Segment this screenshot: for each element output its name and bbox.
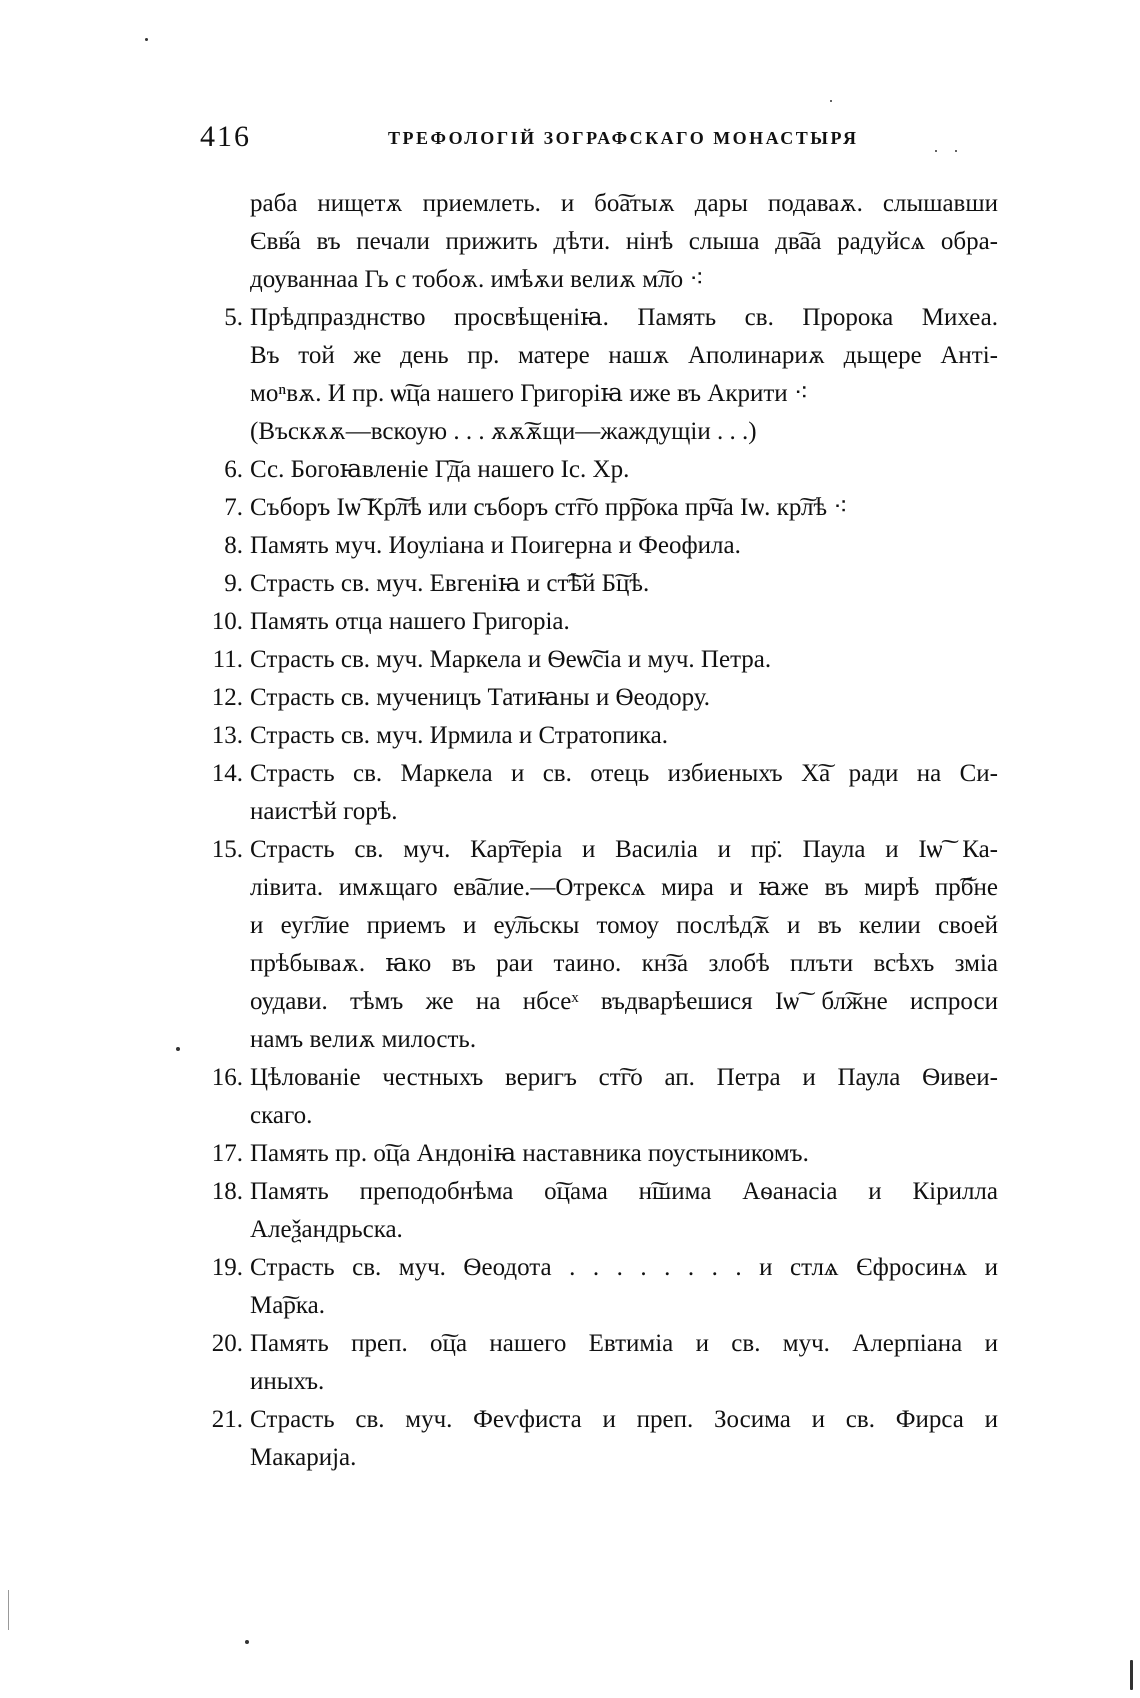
text-line: оудави. тѣмъ же на нбсеˣ въдварѣешися Іѡ͠ бл͠жне испроси bbox=[250, 988, 998, 1015]
entry-number: 8. bbox=[224, 532, 243, 559]
entry-number: 14. bbox=[211, 760, 243, 787]
text-line: моⁿвѫ. И пр. ѡ͠ца нашего Григоріꙗ иже въ Акрити ⁖ bbox=[250, 380, 809, 407]
text-line: (Въскѫѫ—вскоую . . . ѫѫ͠ѫщи—жаждущіи . . .) bbox=[250, 418, 757, 445]
calendar-entries bbox=[185, 299, 998, 1477]
calendar-entry-12 bbox=[185, 679, 998, 717]
text-line: Страсть св. муч. Маркела и Ѳеѡ͠сіа и муч. Петра. bbox=[250, 646, 772, 673]
entry-number: 15. bbox=[211, 836, 243, 863]
text-line: доуваннаа Гь с тобоѫ. имѣѫи велиѫ м͠ло ⁖ bbox=[250, 266, 705, 293]
calendar-entry-14 bbox=[185, 755, 998, 831]
calendar-entry-17 bbox=[185, 1135, 998, 1173]
text-line: Память преподобнѣма о͠цама н͠шима Аѳанасіа и Кірилла bbox=[250, 1178, 998, 1205]
text-line: Страсть св. муч. Кар͠теріа и Василіа и пр̈. Паула и Іѡ͠ Ка- bbox=[250, 836, 998, 863]
continuation-paragraph bbox=[250, 185, 998, 299]
entry-number: 9. bbox=[224, 570, 243, 597]
text-line: намъ велиѫ милость. bbox=[250, 1026, 477, 1053]
entry-number: 17. bbox=[211, 1140, 243, 1167]
text-line: Цѣлованіе честныхъ веригъ ст͠го ап. Петра и Паула Ѳивеи- bbox=[250, 1064, 998, 1091]
calendar-entry-20 bbox=[185, 1325, 998, 1401]
scan-speck bbox=[830, 100, 832, 102]
text-line: Съборъ Іѡ͠ Кр͠лѣ или съборъ ст͠го пр͠рока пр͠ча Іѡ. кр͠лѣ ⁖ bbox=[250, 494, 848, 521]
text-line: Страсть св. Маркела и св. отець избиеныхъ Х͠а ради на Си- bbox=[250, 760, 998, 787]
page-number: 416 bbox=[200, 120, 251, 153]
calendar-entry-15 bbox=[185, 831, 998, 1059]
running-title: ТРЕФОЛОГІЙ ЗОГРАФСКАГО МОНАСТЫРЯ bbox=[388, 128, 859, 148]
entry-number: 7. bbox=[224, 494, 243, 521]
text-line: Прѣдпразднство просвѣщеніꙗ. Память св. Пророка Михеа. bbox=[250, 304, 998, 331]
calendar-entry-11 bbox=[185, 641, 998, 679]
entry-number: 13. bbox=[211, 722, 243, 749]
text-line: наистѣй горѣ. bbox=[250, 798, 398, 825]
entry-number: 18. bbox=[211, 1178, 243, 1205]
scan-speck bbox=[245, 1640, 249, 1644]
text-line: Память преп. о͠ца нашего Евтиміа и св. муч. Алерпіана и bbox=[250, 1330, 998, 1357]
scan-speck bbox=[935, 150, 937, 152]
calendar-entry-19 bbox=[185, 1249, 998, 1325]
text-line: прѣбываѫ. ꙗко въ раи таино. кн͠за злобѣ плъти всѣхъ зміа bbox=[250, 950, 998, 977]
scan-speck bbox=[145, 38, 148, 41]
text-line: Страсть св. муч. Феѵфиста и преп. Зосима и св. Фирса и bbox=[250, 1406, 998, 1433]
calendar-entry-9 bbox=[185, 565, 998, 603]
text-line: Алеѯандрьска. bbox=[250, 1216, 403, 1243]
calendar-entry-21 bbox=[185, 1401, 998, 1477]
calendar-entry-6 bbox=[185, 451, 998, 489]
text-line: Страсть св. муч. Ѳеодота . . . . . . . . и стлѧ Єфросинѧ и bbox=[250, 1254, 998, 1281]
text-line: лівита. имѫщаго ев͠алие.—Отрексѧ мира и ꙗже въ мирѣ пр͠бне bbox=[250, 874, 998, 901]
calendar-entry-5 bbox=[185, 299, 998, 451]
scan-speck bbox=[955, 150, 957, 152]
text-line: Страсть св. мученицъ Татиꙗны и Ѳеодору. bbox=[250, 684, 711, 711]
entry-number: 5. bbox=[224, 304, 243, 331]
text-line: Ма͠рка. bbox=[250, 1292, 325, 1319]
text-line: Страсть св. муч. Евгеніꙗ и ст͠ѣй Б͠цѣ. bbox=[250, 570, 650, 597]
text-line: Память муч. Иоуліана и Поигерна и Феофила. bbox=[250, 532, 741, 559]
text-line: Память отца нашего Григоріа. bbox=[250, 608, 570, 635]
text-line: раба нищетѫ приемлеть. и бо͠атыѫ дары подаваѫ. слышавши bbox=[250, 190, 998, 217]
entry-number: 19. bbox=[211, 1254, 243, 1281]
scan-speck bbox=[8, 1590, 9, 1630]
calendar-entry-8 bbox=[185, 527, 998, 565]
text-line: и еуг͠лие приемъ и еу͠льскы томоу послѣд͠ѫ и въ келии своей bbox=[250, 912, 998, 939]
text-line: Макарија. bbox=[250, 1444, 357, 1471]
text-line: Страсть св. муч. Ирмила и Стратопика. bbox=[250, 722, 668, 749]
entry-number: 10. bbox=[211, 608, 243, 635]
entry-number: 11. bbox=[212, 646, 243, 673]
text-line: Въ той же день пр. матере нашѫ Аполинариѫ дьщере Анті- bbox=[250, 342, 998, 369]
text-line: Память пр. о͠ца Андоніꙗ наставника поустыникомъ. bbox=[250, 1140, 809, 1167]
page-header bbox=[200, 120, 1000, 160]
scan-speck bbox=[176, 1047, 180, 1051]
calendar-entry-13 bbox=[185, 717, 998, 755]
text-line: Сс. Богоꙗвленіе Г͠да нашего Іс. Хр. bbox=[250, 456, 630, 483]
entry-number: 6. bbox=[224, 456, 243, 483]
calendar-entry-7 bbox=[185, 489, 998, 527]
entry-number: 16. bbox=[211, 1064, 243, 1091]
calendar-entry-16 bbox=[185, 1059, 998, 1135]
scan-speck bbox=[1130, 1660, 1133, 1690]
calendar-entry-18 bbox=[185, 1173, 998, 1249]
text-line: Євв̋а въ печали прижить дѣти. нінѣ слыша дв͠аа радуйсѧ обра- bbox=[250, 228, 998, 255]
text-line: скаго. bbox=[250, 1102, 313, 1129]
calendar-entry-10 bbox=[185, 603, 998, 641]
entry-number: 21. bbox=[211, 1406, 243, 1433]
entry-number: 12. bbox=[211, 684, 243, 711]
text-line: иныхъ. bbox=[250, 1368, 325, 1395]
entry-number: 20. bbox=[211, 1330, 243, 1357]
